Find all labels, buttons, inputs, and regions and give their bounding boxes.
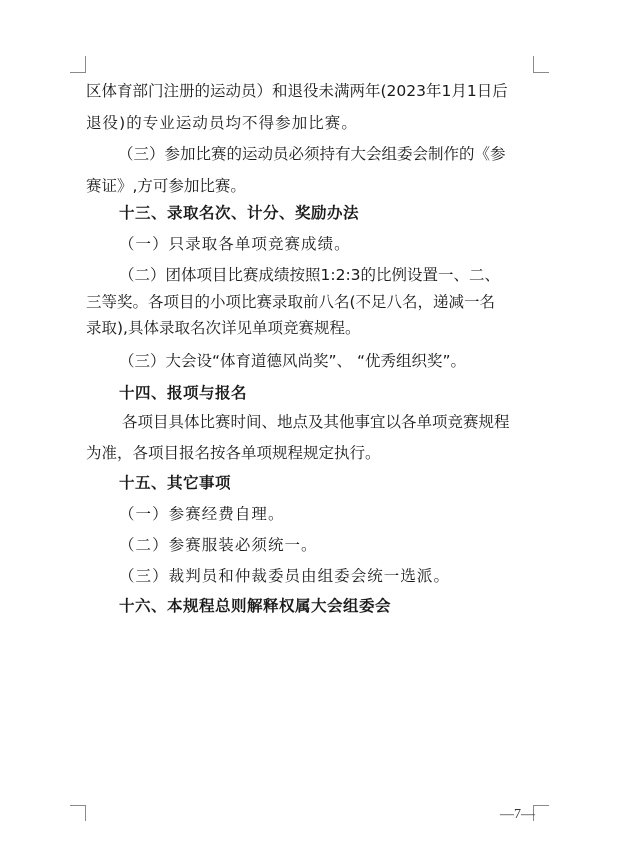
page-number: —7—	[500, 807, 535, 822]
section-heading-14: 十四、报项与报名	[119, 384, 248, 402]
body-line: （二）团体项目比赛成绩按照1:2:3的比例设置一、二、	[119, 266, 501, 284]
body-line: （三）参加比赛的运动员必须持有大会组委会制作的《参	[118, 145, 506, 163]
body-line: （二）参赛服装必须统一。	[119, 536, 318, 554]
body-line: 退役)的专业运动员均不得参加比赛。	[86, 114, 358, 132]
body-line: 三等奖。各项目的小项比赛录取前八名(不足八名，递减一名	[86, 293, 496, 311]
body-line: 区体育部门注册的运动员）和退役未满两年(2023年1月1日后	[86, 82, 508, 100]
section-heading-16: 十六、本规程总则解释权属大会组委会	[119, 597, 392, 615]
body-line: （一）只录取各单项竞赛成绩。	[119, 235, 351, 253]
body-line: 为准，各项目报名按各单项规程规定执行。	[86, 444, 381, 462]
section-heading-13: 十三、录取名次、计分、奖励办法	[119, 204, 360, 222]
body-line: 各项目具体比赛时间、地点及其他事宜以各单项竞赛规程	[122, 413, 510, 431]
body-line: 赛证》,方可参加比赛。	[86, 177, 246, 195]
body-line: （三）裁判员和仲裁委员由组委会统一选派。	[119, 567, 451, 585]
body-line: （三）大会设“体育道德风尚奖”、 “优秀组织奖”。	[119, 352, 467, 370]
body-line: （一）参赛经费自理。	[119, 505, 285, 523]
body-line: 录取),具体录取名次详见单项竞赛规程。	[86, 319, 361, 337]
section-heading-15: 十五、其它事项	[119, 474, 232, 492]
